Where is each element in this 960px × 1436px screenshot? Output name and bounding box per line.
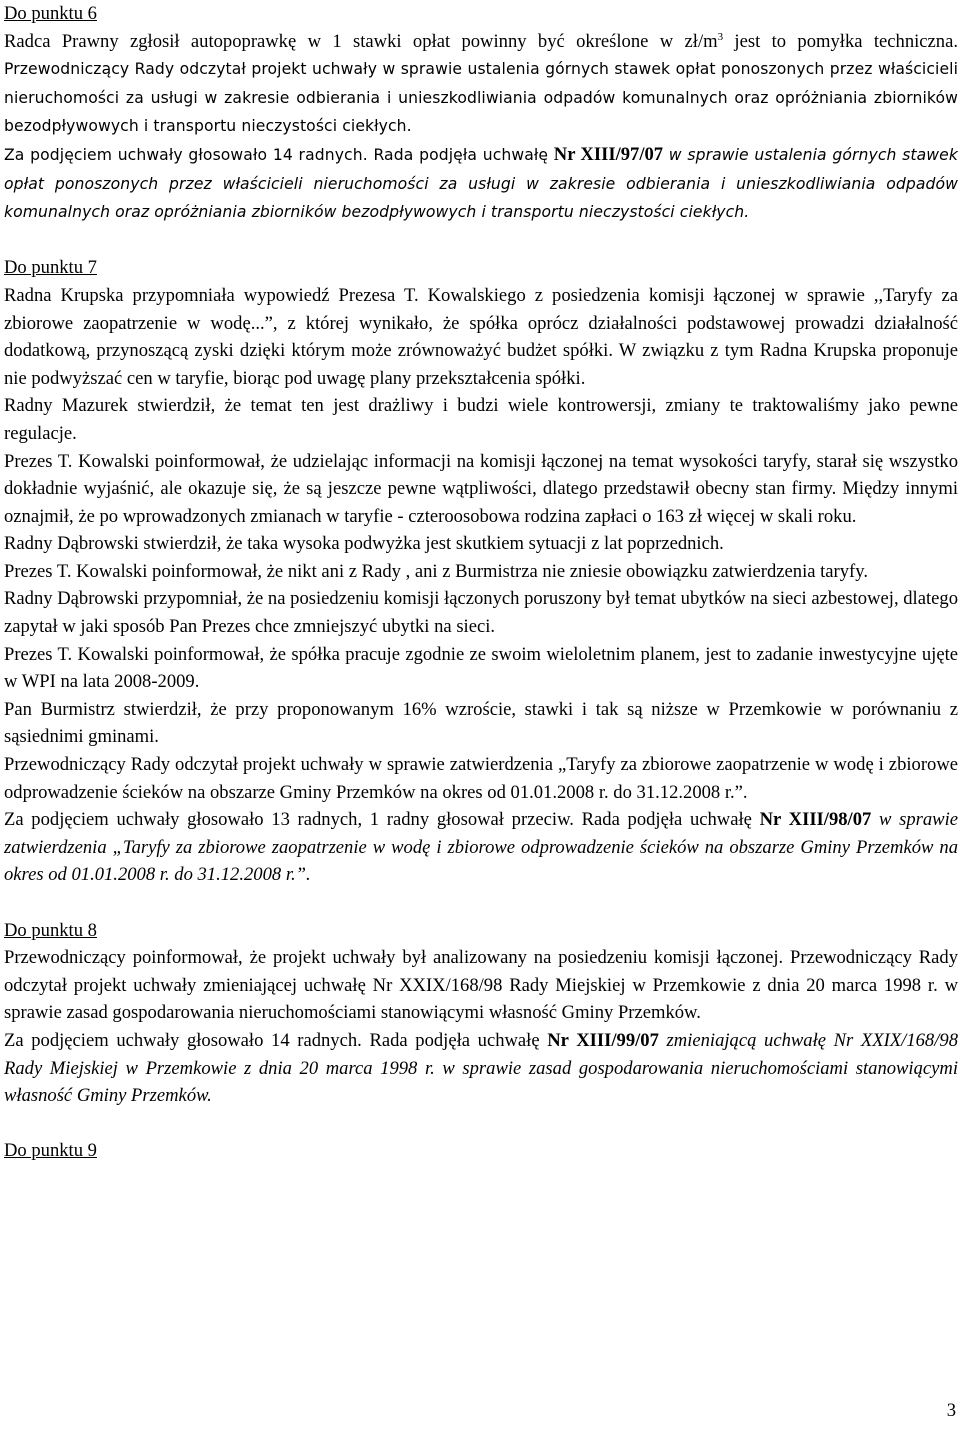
paragraph: Radny Mazurek stwierdził, że temat ten jest drażliwy i budzi wiele kontrowersji, zmiany te traktowaliśmy jako pewne regulacje.: [4, 395, 958, 444]
text-run: Za podjęciem uchwały głosowało 14 radnych.: [4, 145, 368, 164]
resolution-number: Nr XIII/99/07: [547, 1029, 659, 1051]
spacer: [4, 1110, 958, 1138]
paragraph: [4, 806, 958, 889]
text-run: Przewodniczący Rady odczytał projekt uchwały w sprawie ustalenia górnych stawek opłat ponoszonych przez właścicieli nieruchomości za usługi w zakresie odbierania i unieszkodliwiania odpadów komunalnych oraz opróżniania zbiorników bezodpływowych i transportu nieczystości ciekłych.: [4, 60, 958, 136]
spacer: [4, 889, 958, 917]
paragraph: Radna Krupska przypomniała wypowiedź Prezesa T. Kowalskiego z posiedzenia komisji łączonej w sprawie ,,Taryfy za zbiorowe zaopatrzenie w wodę...”, z której wynikało, że spółka oprócz działalności podstawowej prowadzi działalność dodatkową, przynoszącą zyski dzięki którym może zrównoważyć budżet spółki. W związku z tym Radna Krupska proponuje nie podwyższać cen w taryfie, biorąc pod uwagę plany przekształcenia spółki.: [4, 284, 958, 389]
section-heading-8: Do punktu 8: [4, 919, 97, 941]
text-run: Radca Prawny zgłosił autopoprawkę w 1 stawki opłat powinny być określone w zł/m: [4, 30, 718, 52]
paragraph: [4, 28, 958, 141]
section-heading-7: Do punktu 7: [4, 257, 97, 279]
paragraph: Radny Dąbrowski stwierdził, że taka wysoka podwyżka jest skutkiem sytuacji z lat poprzednich.: [4, 533, 724, 555]
resolution-title: zmieniającą uchwałę Nr XXIX/168/98 Rady Miejskiej w Przemkowie z dnia 20 marca 1998 r. w sprawie zasad gospodarowania nieruchomościami stanowiącymi własność Gminy Przemków.: [4, 1029, 958, 1107]
text-run: Rada podjęła uchwałę: [367, 145, 554, 164]
text-run: Za podjęciem uchwały głosowało 13 radnych, 1 radny głosował przeciw. Rada podjęła uchwałę: [4, 809, 760, 831]
paragraph: Prezes T. Kowalski poinformował, że nikt ani z Rady , ani z Burmistrza nie zniesie obowiązku zatwierdzenia taryfy.: [4, 560, 868, 582]
document-page: [4, 0, 958, 1165]
section-heading-6: Do punktu 6: [4, 3, 97, 24]
paragraph: [4, 1027, 958, 1110]
resolution-title: w sprawie ustalenia górnych stawek opłat ponoszonych przez właścicieli nieruchomości za usługi w zakresie odbierania i unieszkodliwiania odpadów komunalnych oraz opróżniania zbiorników bezodpływowych i transportu nieczystości ciekłych.: [4, 145, 958, 222]
superscript: 3: [717, 30, 724, 43]
paragraph: Przewodniczący Rady odczytał projekt uchwały w sprawie zatwierdzenia „Taryfy za zbiorowe zaopatrzenie w wodę i zbiorowe odprowadzenie ścieków na obszarze Gminy Przemków na okres od 01.01.2008 r. do 31.12.2008 r.”.: [4, 754, 958, 803]
resolution-title: w sprawie zatwierdzenia „Taryfy za zbiorowe zaopatrzenie w wodę i zbiorowe odprowadzenie ścieków na obszarze Gminy Przemków na okres od 01.01.2008 r. do 31.12.2008 r.”.: [4, 809, 958, 886]
paragraph: Przewodniczący poinformował, że projekt uchwały był analizowany na posiedzeniu komisji łączonej. Przewodniczący Rady odczytał projekt uchwały zmieniającej uchwałę Nr XXIX/168/98 Rady Miejskiej w Przemkowie z dnia 20 marca 1998 r. w sprawie zasad gospodarowania nieruchomościami stanowiącymi własność Gminy Przemków.: [4, 947, 958, 1024]
resolution-number: Nr XIII/97/07: [553, 143, 664, 165]
paragraph: Prezes T. Kowalski poinformował, że spółka pracuje zgodnie ze swoim wieloletnim planem, jest to zadanie inwestycyjne ujęte w WPI na lata 2008-2009.: [4, 643, 958, 693]
page-number: 3: [946, 1400, 956, 1421]
section-heading-9: Do punktu 9: [4, 1140, 97, 1162]
resolution-number: Nr XIII/98/07: [759, 809, 872, 831]
paragraph: [4, 141, 958, 227]
paragraph: Radny Dąbrowski przypomniał, że na posiedzeniu komisji łączonych poruszony był temat ubytków na sieci azbestowej, dlatego zapytał w jaki sposób Pan Prezes chce zmniejszyć ubytki na sieci.: [4, 588, 958, 638]
text-run: jest to pomyłka techniczna.: [723, 30, 958, 52]
text-run: Za podjęciem uchwały głosowało 14 radnych. Rada podjęła uchwałę: [4, 1029, 548, 1051]
paragraph: Pan Burmistrz stwierdził, że przy proponowanym 16% wzroście, stawki i tak są niższe w Przemkowie w porównaniu z sąsiednimi gminami.: [4, 698, 958, 748]
spacer: [4, 227, 958, 255]
paragraph: Prezes T. Kowalski poinformował, że udzielając informacji na komisji łączonej na temat wysokości taryfy, starał się wszystko dokładnie wyjaśnić, ale okazuje się, że są jeszcze pewne wątpliwości, dlatego przedstawił obecny stan firmy. Między innymi oznajmił, że po wprowadzonych zmianach w taryfie - czteroosobowa rodzina zapłaci o 163 zł więcej w skali roku.: [4, 450, 958, 527]
